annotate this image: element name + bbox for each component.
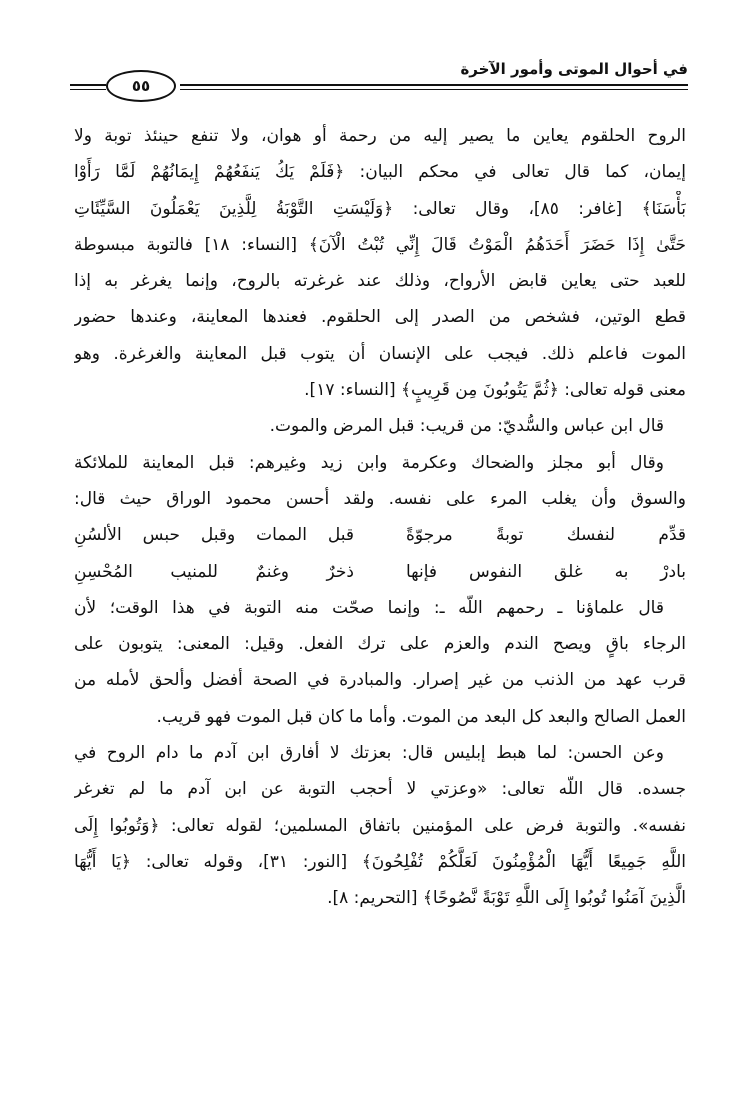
text-line: قطع الوتين، فشخص من الصدر إلى الحلقوم. فعندها المعاينة، وعندها حضور — [74, 307, 686, 328]
text-line: حَتَّىٰ إِذَا حَضَرَ أَحَدَهُمُ الْمَوْتُ قَالَ إِنِّي تُبْتُ الْآنَ﴾ [النساء: ١٨] فالتوبة مبسوطة — [74, 234, 686, 255]
text-line: نفسه». والتوبة فرض على المؤمنين باتفاق المسلمين؛ لقوله تعالى: ﴿وَتُوبُوا إِلَى — [74, 815, 686, 836]
verse-second-hemistich: ذخرٌ وغنمٌ للمنيب المُحْسِنِ — [74, 561, 354, 582]
running-title: في أحوال الموتى وأمور الآخرة — [460, 60, 688, 78]
header-rule — [70, 84, 106, 86]
text-line: الَّذِينَ آمَنُوا تُوبُوا إِلَى اللَّهِ تَوْبَةً نَّصُوحًا﴾ [التحريم: ٨]. — [327, 888, 686, 909]
text-line: الرجاء باقٍ ويصح الندم والعزم على ترك الفعل. وقيل: المعنى: يتوبون على — [74, 634, 686, 655]
text-line: وعن الحسن: لما هبط إبليس قال: بعزتك لا أفارق ابن آدم ما دام الروح في — [74, 743, 664, 764]
verse-line — [74, 517, 686, 553]
header-rule — [180, 84, 688, 86]
verse-line — [74, 554, 686, 590]
verse-first-hemistich: بادرْ به غلق النفوس فإنها — [406, 561, 686, 582]
text-line: بَأْسَنَا﴾ [غافر: ٨٥]، وقال تعالى: ﴿وَلَيْسَتِ التَّوْبَةُ لِلَّذِينَ يَعْمَلُونَ السَّيِّئَاتِ — [74, 198, 686, 219]
text-line: قرب عهد من الذنب من غير إصرار. والمبادرة في الصحة أفضل وألحق لأمله من — [74, 670, 686, 691]
text-line: العمل الصالح والبعد كل البعد من الموت. وأما ما كان قبل الموت فهو قريب. — [156, 706, 686, 727]
text-line: معنى قوله تعالى: ﴿ثُمَّ يَتُوبُونَ مِن قَرِيبٍ﴾ [النساء: ١٧]. — [304, 380, 686, 401]
text-line: اللَّهِ جَمِيعًا أَيُّهَا الْمُؤْمِنُونَ لَعَلَّكُمْ تُفْلِحُونَ﴾ [النور: ٣١]، وقوله تعالى: ﴿يَا أَيُّهَا — [74, 851, 686, 872]
text-line: قال علماؤنا ـ رحمهم اللّه ـ: وإنما صحّت منه التوبة في هذا الوقت؛ لأن — [74, 597, 664, 618]
text-line: قال ابن عباس والسُّديّ: من قريب: قبل المرض والموت. — [269, 416, 664, 437]
text-line: الروح الحلقوم يعاين ما يصير إليه من رحمة أو هوان، ولا تنفع حينئذ توبة ولا — [74, 126, 686, 146]
page-number: ٥٥ — [131, 76, 151, 95]
header-rule — [70, 89, 106, 90]
text-line: الموت فاعلم ذلك. فيجب على الإنسان أن يتوب قبل المعاينة والغرغرة. وهو — [74, 343, 686, 364]
page-number-frame — [106, 70, 176, 102]
text-line: جسده. قال اللّه تعالى: «وعزتي لا أحجب التوبة عن ابن آدم ما لم تغرغر — [74, 779, 686, 800]
text-line: إيمان، كما قال تعالى في محكم البيان: ﴿فَلَمْ يَكُ يَنفَعُهُمْ إِيمَانُهُمْ لَمَّا رَأَوْا — [74, 162, 686, 183]
header-rule — [180, 89, 688, 90]
text-line: وقال أبو مجلز والضحاك وعكرمة وابن زيد وغيرهم: قبل المعاينة للملائكة — [74, 452, 664, 473]
text-line: والسوق وأن يغلب المرء على نفسه. ولقد أحسن محمود الوراق حيث قال: — [74, 488, 686, 509]
verse-first-hemistich: قدِّم لنفسك توبةً مرجوّةً — [406, 525, 686, 546]
text-line: للعبد حتى يعاين قابض الأرواح، وذلك عند غرغرته بالروح، وإنما يغرغر به إذا — [74, 271, 686, 292]
verse-second-hemistich: قبل الممات وقبل حبس الألسُنِ — [74, 525, 354, 546]
text-body — [74, 118, 686, 917]
